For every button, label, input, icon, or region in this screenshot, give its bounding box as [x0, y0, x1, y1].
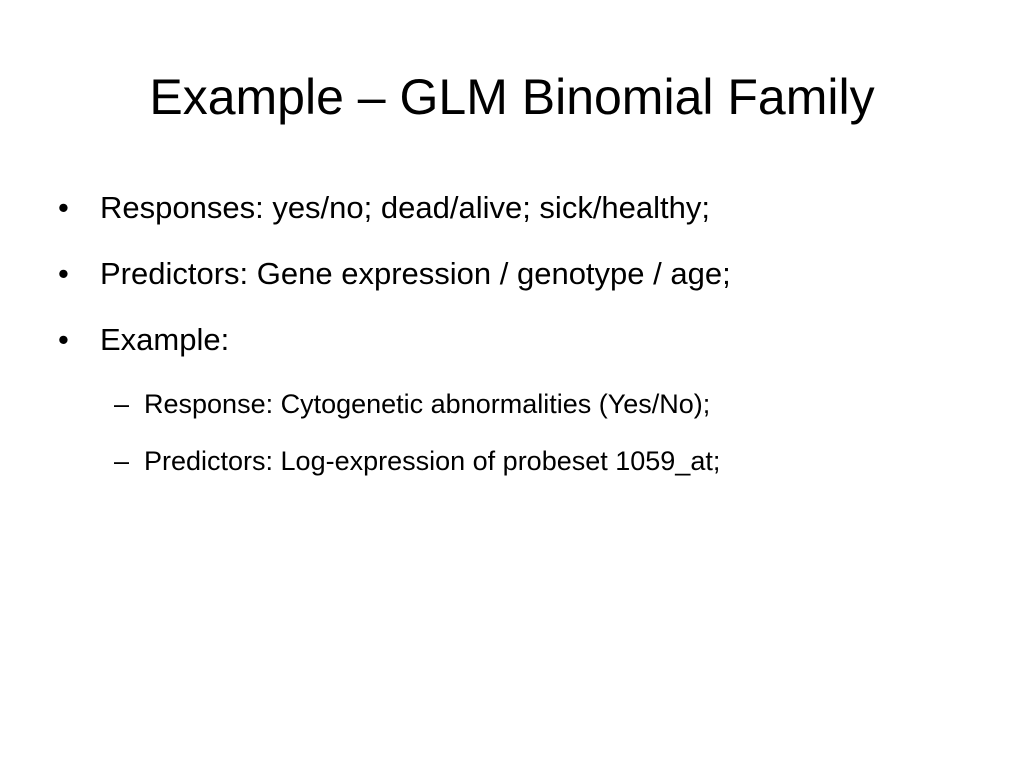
bullet-marker: • [58, 322, 69, 357]
bullet-item-responses [56, 186, 976, 230]
sub-bullet-text: Predictors: Log-expression of probeset 1059_at; [144, 446, 721, 476]
bullet-item-example [56, 318, 976, 362]
bullet-text: Predictors: Gene expression / genotype / age; [100, 256, 731, 291]
bullet-list [56, 186, 976, 498]
slide-title: Example – GLM Binomial Family [149, 69, 875, 125]
sub-bullet-item-response [56, 384, 976, 424]
bullet-text: Responses: yes/no; dead/alive; sick/healthy; [100, 190, 711, 225]
bullet-text: Example: [100, 322, 230, 357]
bullet-item-predictors [56, 252, 976, 296]
sub-bullet-text: Response: Cytogenetic abnormalities (Yes/No); [144, 389, 711, 419]
bullet-marker: • [58, 256, 69, 291]
dash-marker: – [114, 389, 130, 419]
bullet-marker: • [58, 190, 69, 225]
dash-marker: – [114, 446, 130, 476]
sub-bullet-item-predictors [56, 441, 976, 481]
sub-bullet-group [56, 384, 976, 481]
